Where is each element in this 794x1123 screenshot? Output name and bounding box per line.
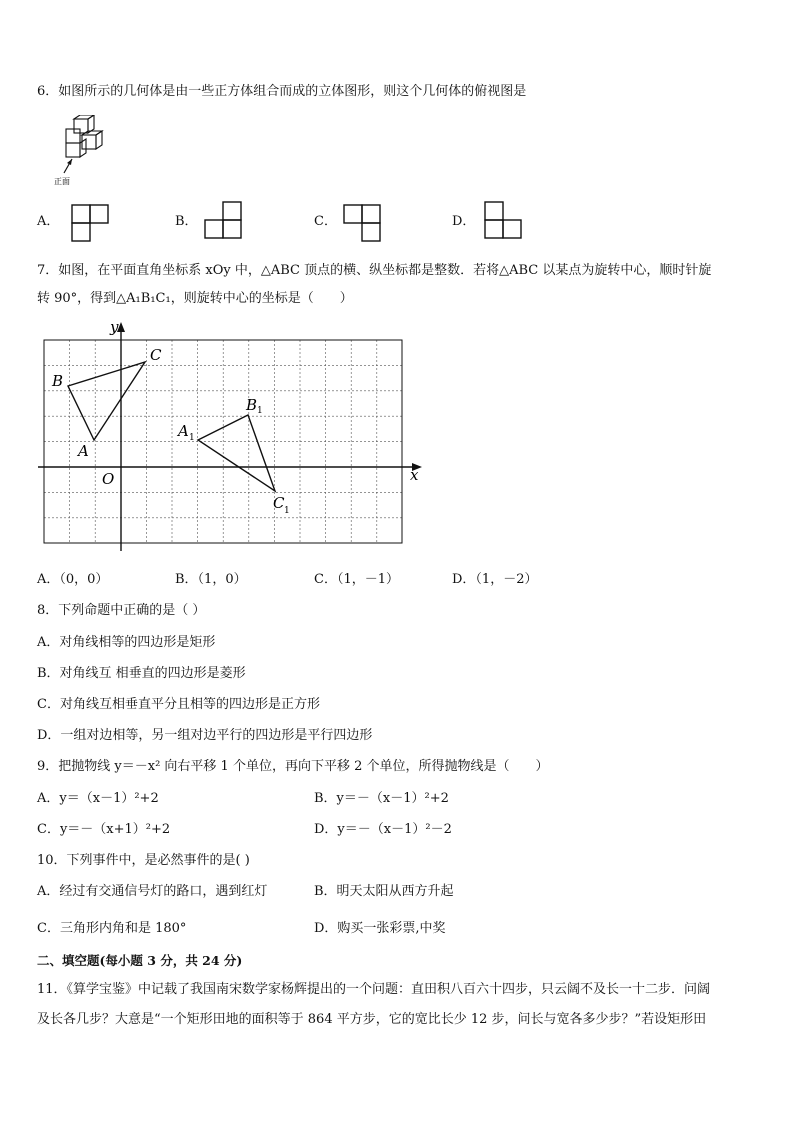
q7-option-b[interactable]: B．（1，0）	[175, 572, 247, 587]
q11-line-2: 及长各几步？大意是“一个矩形田地的面积等于 864 平方步，它的宽比长少 12 步，问长与宽各多少步？”若设矩形田	[37, 1012, 707, 1027]
point-b1-subscript: 1	[257, 406, 263, 416]
q10-option-c[interactable]: C．三角形内角和是 180°	[37, 921, 187, 936]
q6-solid-figure	[52, 115, 124, 187]
q6-stem: 6．如图所示的几何体是由一些正方体组合而成的立体图形，则这个几何体的俯视图是	[37, 84, 527, 99]
section-title: 二、填空题(每小题 3 分，共 24 分)	[37, 953, 243, 968]
q9-stem: 9．把抛物线 y＝－x² 向右平移 1 个单位，再向下平移 2 个单位，所得抛物线是（ ）	[37, 759, 549, 774]
q6-option-a-figure	[70, 203, 112, 245]
q8-stem: 8．下列命题中正确的是（ ）	[37, 603, 206, 618]
q10-stem: 10．下列事件中，是必然事件的是( )	[37, 853, 250, 868]
q6-option-c-figure	[342, 203, 384, 245]
y-axis-label: y	[110, 318, 119, 336]
point-a1-label: A	[178, 422, 189, 440]
q6-option-d-figure	[483, 200, 525, 242]
q7-stem-line-1: 7．如图，在平面直角坐标系 xOy 中，△ABC 顶点的横、纵坐标都是整数．若将△ABC 以某点为旋转中心，顺时针旋	[37, 263, 712, 278]
triangle-abc	[68, 362, 145, 440]
q7-option-a[interactable]: A．（0，0）	[37, 572, 109, 587]
q8-option-d[interactable]: D．一组对边相等，另一组对边平行的四边形是平行四边形	[37, 728, 373, 743]
point-a-label: A	[78, 442, 89, 460]
q6-option-d-label[interactable]: D．	[452, 214, 476, 229]
q9-option-b[interactable]: B．y＝－（x－1）²+2	[314, 791, 449, 806]
q7-option-c[interactable]: C．（1，－1）	[314, 572, 399, 587]
point-c-label: C	[150, 346, 162, 364]
x-axis-label: x	[410, 466, 419, 484]
q7-stem-line-2: 转 90°，得到△A₁B₁C₁，则旋转中心的坐标是（ ）	[37, 291, 353, 306]
q8-option-c[interactable]: C．对角线互相垂直平分且相等的四边形是正方形	[37, 697, 320, 712]
q7-option-d[interactable]: D．（1，－2）	[452, 572, 538, 587]
point-a1-subscript: 1	[189, 433, 195, 443]
origin-label: O	[102, 470, 115, 488]
q11-line-1: 11．《算学宝鉴》中记载了我国南宋数学家杨辉提出的一个问题：直田积八百六十四步，只云阔不及长一十二步．问阔	[37, 982, 711, 997]
point-c1-label: C	[273, 494, 285, 512]
q6-option-a-label[interactable]: A．	[37, 214, 60, 229]
point-c1-subscript: 1	[284, 506, 290, 516]
point-b1-label: B	[246, 396, 258, 414]
triangle-a1b1c1	[198, 415, 275, 491]
point-b-label: B	[52, 372, 64, 390]
q6-option-b-figure	[203, 200, 245, 242]
q6-option-c-label[interactable]: C．	[314, 214, 337, 229]
q7-coordinate-figure	[30, 318, 430, 558]
q8-option-a[interactable]: A．对角线相等的四边形是矩形	[37, 635, 216, 650]
q9-option-d[interactable]: D．y＝－（x－1）²－2	[314, 822, 452, 837]
q9-option-a[interactable]: A．y＝（x－1）²+2	[37, 791, 159, 806]
q9-option-c[interactable]: C．y＝－（x+1）²+2	[37, 822, 171, 837]
grid	[44, 340, 402, 543]
q8-option-b[interactable]: B．对角线互 相垂直的四边形是菱形	[37, 666, 246, 681]
q10-option-b[interactable]: B．明天太阳从西方升起	[314, 884, 454, 899]
q10-option-a[interactable]: A．经过有交通信号灯的路口，遇到红灯	[37, 884, 268, 899]
q10-option-d[interactable]: D．购买一张彩票,中奖	[314, 921, 446, 936]
front-label: 正面	[54, 177, 70, 186]
q6-option-b-label[interactable]: B．	[175, 214, 198, 229]
